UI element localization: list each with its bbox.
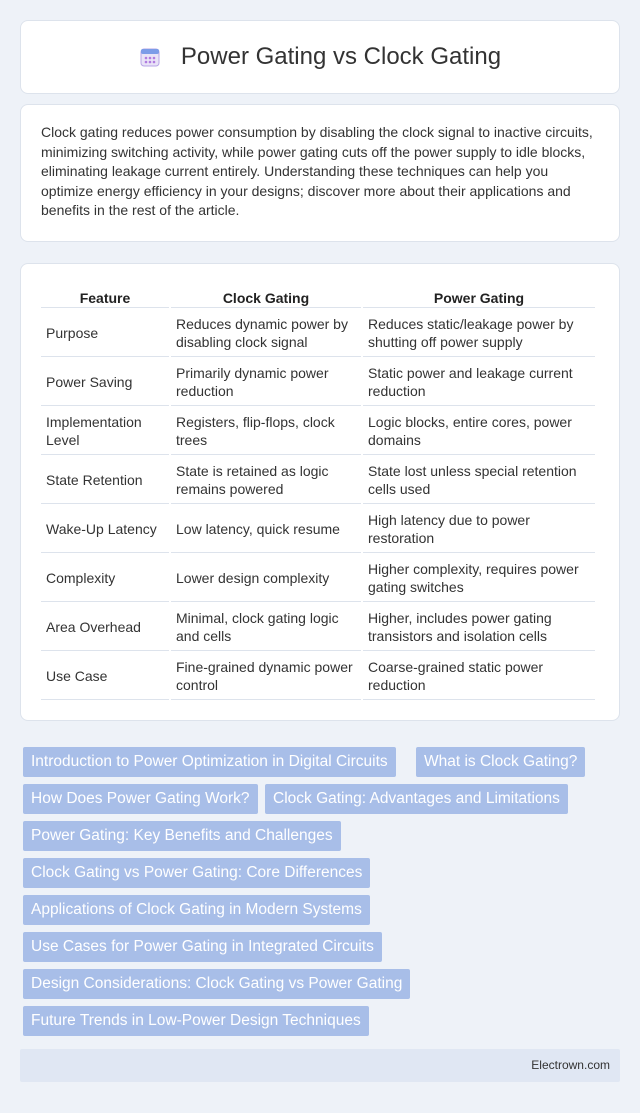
header-feature: Feature xyxy=(41,286,169,308)
link-design-considerations[interactable]: Design Considerations: Clock Gating vs Power Gating xyxy=(23,969,410,999)
cell-clock-gating: State is retained as logic remains powered xyxy=(171,457,361,504)
header-clock-gating: Clock Gating xyxy=(171,286,361,308)
cell-feature: Wake-Up Latency xyxy=(41,506,169,553)
cell-power-gating: High latency due to power restoration xyxy=(363,506,595,553)
cell-feature: Power Saving xyxy=(41,359,169,406)
page-title: Power Gating vs Clock Gating xyxy=(180,43,502,70)
comparison-table-card xyxy=(20,263,620,721)
cell-clock-gating: Primarily dynamic power reduction xyxy=(171,359,361,406)
cell-power-gating: Reduces static/leakage power by shutting off power supply xyxy=(363,310,595,357)
title-card xyxy=(20,20,620,94)
cell-feature: Use Case xyxy=(41,653,169,700)
cell-power-gating: Higher, includes power gating transistors and isolation cells xyxy=(363,604,595,651)
table-row xyxy=(41,359,595,406)
table-row xyxy=(41,457,595,504)
table-row xyxy=(41,408,595,455)
cell-feature: Area Overhead xyxy=(41,604,169,651)
cell-clock-gating: Registers, flip-flops, clock trees xyxy=(171,408,361,455)
link-what-is-clock-gating[interactable]: What is Clock Gating? xyxy=(416,747,585,777)
table-header-row xyxy=(41,286,595,308)
calendar-icon xyxy=(139,46,161,68)
cell-feature: Complexity xyxy=(41,555,169,602)
table-row xyxy=(41,310,595,357)
link-how-power-gating-works[interactable]: How Does Power Gating Work? xyxy=(23,784,258,814)
comparison-table xyxy=(39,284,597,702)
cell-clock-gating: Lower design complexity xyxy=(171,555,361,602)
cell-feature: Implementation Level xyxy=(41,408,169,455)
link-clock-gating-applications[interactable]: Applications of Clock Gating in Modern Systems xyxy=(23,895,370,925)
cell-feature: Purpose xyxy=(41,310,169,357)
cell-clock-gating: Reduces dynamic power by disabling clock signal xyxy=(171,310,361,357)
intro-card xyxy=(20,104,620,242)
cell-power-gating: Coarse-grained static power reduction xyxy=(363,653,595,700)
footer xyxy=(20,1049,620,1082)
link-intro-power-optimization[interactable]: Introduction to Power Optimization in Digital Circuits xyxy=(23,747,396,777)
cell-clock-gating: Fine-grained dynamic power control xyxy=(171,653,361,700)
cell-power-gating: Static power and leakage current reduction xyxy=(363,359,595,406)
footer-site: Electrown.com xyxy=(531,1058,610,1072)
link-future-trends[interactable]: Future Trends in Low-Power Design Techniques xyxy=(23,1006,369,1036)
link-clock-gating-advantages[interactable]: Clock Gating: Advantages and Limitations xyxy=(265,784,568,814)
intro-text: Clock gating reduces power consumption by disabling the clock signal to inactive circuits, minimizing switching activity, while power gating cuts off the power supply to idle blocks, eliminating leakage current entirely. Understanding these techniques can help you optimize energy efficiency in your designs; discover more about their applications and benefits in the rest of the article. xyxy=(41,124,593,218)
cell-power-gating: State lost unless special retention cells used xyxy=(363,457,595,504)
cell-power-gating: Logic blocks, entire cores, power domains xyxy=(363,408,595,455)
cell-clock-gating: Minimal, clock gating logic and cells xyxy=(171,604,361,651)
table-row xyxy=(41,506,595,553)
cell-feature: State Retention xyxy=(41,457,169,504)
table-row xyxy=(41,555,595,602)
cell-power-gating: Higher complexity, requires power gating switches xyxy=(363,555,595,602)
link-power-gating-benefits[interactable]: Power Gating: Key Benefits and Challenges xyxy=(23,821,341,851)
link-core-differences[interactable]: Clock Gating vs Power Gating: Core Differences xyxy=(23,858,370,888)
table-row xyxy=(41,604,595,651)
table-row xyxy=(41,653,595,700)
link-power-gating-use-cases[interactable]: Use Cases for Power Gating in Integrated Circuits xyxy=(23,932,382,962)
header-power-gating: Power Gating xyxy=(363,286,595,308)
cell-clock-gating: Low latency, quick resume xyxy=(171,506,361,553)
